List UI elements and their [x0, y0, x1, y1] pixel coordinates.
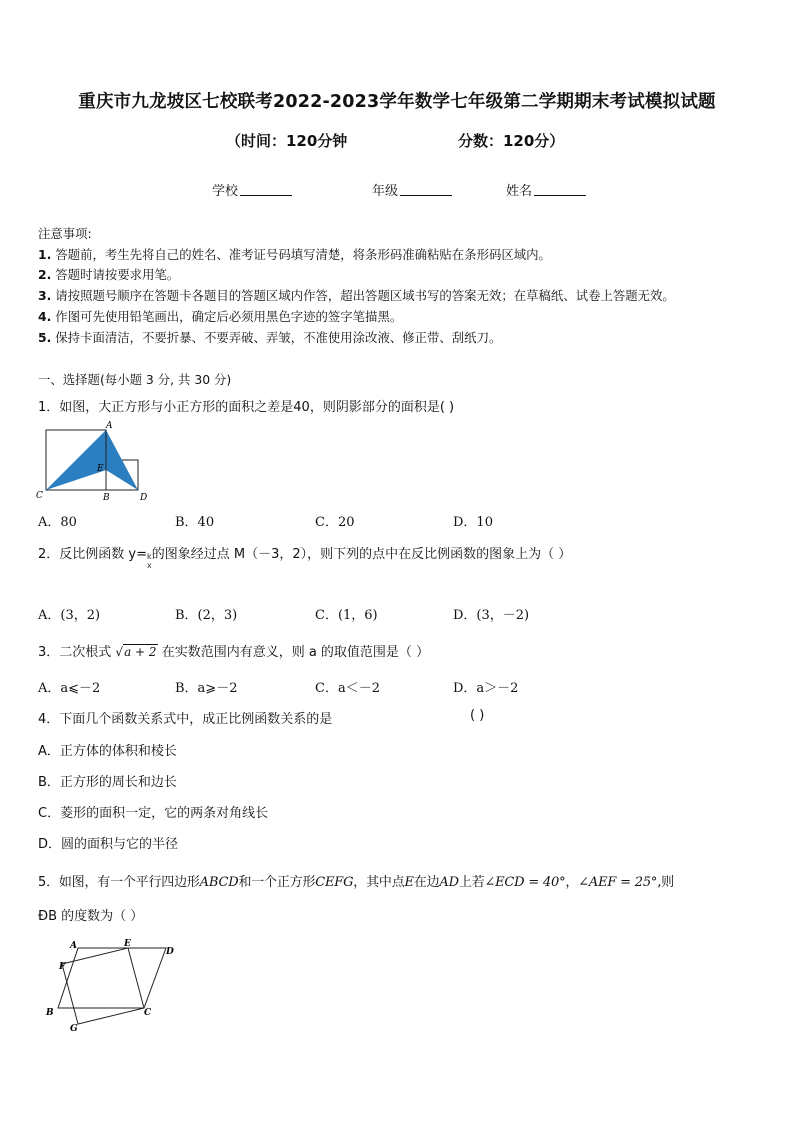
- question-2-stem: 2．反比例函数 y=k x的图象经过点 M（－3，2），则下列的点中在反比例函数的图象上为（ ）: [38, 547, 572, 570]
- question-3-option-b[interactable]: B．a⩾－2: [175, 681, 238, 696]
- name-blank[interactable]: [534, 183, 586, 196]
- note-item: 2. 答题时请按要求用笔。: [38, 267, 180, 282]
- grade-label: 年级: [372, 184, 399, 199]
- question-1-option-d[interactable]: D．10: [453, 515, 493, 530]
- question-5-figure: [40, 936, 180, 1036]
- question-5-stem: 5．如图，有一个平行四边形ABCD和一个正方形CEFG，其中点E在边AD上若∠ECD = 40°，∠AEF = 25°,则: [38, 875, 674, 890]
- label-b: B: [46, 1008, 54, 1018]
- school-blank[interactable]: [240, 183, 292, 196]
- label-b: B: [103, 493, 110, 503]
- question-1-figure: [34, 416, 154, 504]
- label-a: A: [106, 421, 113, 431]
- exam-time: （时间：120分钟: [226, 132, 348, 150]
- label-c: C: [144, 1008, 152, 1018]
- question-1-option-a[interactable]: A．80: [38, 515, 77, 530]
- note-item: 4. 作图可先使用铅笔画出，确定后必须用黑色字迹的签字笔描黑。: [38, 309, 403, 324]
- label-d: D: [166, 947, 174, 957]
- fraction-k-over-x: k x: [147, 552, 152, 570]
- label-e: E: [124, 939, 131, 949]
- note-item: 1. 答题前，考生先将自己的姓名、准考证号码填写清楚，将条形码准确粘贴在条形码区域内。: [38, 247, 551, 262]
- question-1-option-b[interactable]: B．40: [175, 515, 215, 530]
- label-f: F: [59, 962, 66, 972]
- note-item: 3. 请按照题号顺序在答题卡各题目的答题区域内作答，超出答题区域书写的答案无效；在草稿纸、试卷上答题无效。: [38, 288, 675, 303]
- label-a: A: [70, 941, 77, 951]
- name-field: [506, 180, 586, 199]
- question-1-option-c[interactable]: C．20: [315, 515, 355, 530]
- question-3-option-a[interactable]: A．a⩽－2: [38, 681, 101, 696]
- question-3-option-c[interactable]: C．a＜－2: [315, 681, 380, 696]
- question-5-stem-line-2: ÐB 的度数为（ ）: [38, 909, 144, 924]
- page-title: 重庆市九龙坡区七校联考2022-2023学年数学七年级第二学期期末考试模拟试题: [78, 92, 716, 112]
- label-c: C: [36, 491, 43, 501]
- question-4-option-c[interactable]: C．菱形的面积一定，它的两条对角线长: [38, 806, 269, 821]
- square-root: √a + 2: [115, 645, 157, 659]
- question-2-option-c[interactable]: C．(1，6): [315, 608, 378, 623]
- question-4-paren: ( ): [470, 708, 485, 723]
- notes-heading: 注意事项:: [38, 226, 92, 241]
- label-g: G: [70, 1024, 78, 1034]
- note-item: 5. 保持卡面清洁，不要折暴、不要弄破、弄皱，不准使用涂改液、修正带、刮纸刀。: [38, 330, 502, 345]
- question-4-option-b[interactable]: B．正方形的周长和边长: [38, 775, 177, 790]
- name-label: 姓名: [506, 184, 533, 199]
- grade-field: [372, 180, 452, 199]
- grade-blank[interactable]: [400, 183, 452, 196]
- question-2-option-b[interactable]: B．(2，3): [175, 608, 238, 623]
- label-e: E: [97, 464, 104, 474]
- question-1-stem: 1．如图，大正方形与小正方形的面积之差是40，则阴影部分的面积是( ): [38, 400, 455, 415]
- label-d: D: [140, 493, 148, 503]
- question-2-option-a[interactable]: A．(3，2): [38, 608, 101, 623]
- question-3-stem: 3．二次根式 √a + 2 在实数范围内有意义，则 a 的取值范围是（ ）: [38, 645, 430, 660]
- exam-score: 分数：120分）: [458, 132, 565, 150]
- school-field: [212, 180, 292, 199]
- school-label: 学校: [212, 184, 239, 199]
- question-2-option-d[interactable]: D．(3，－2): [453, 608, 530, 623]
- question-4-option-d[interactable]: D．圆的面积与它的半径: [38, 837, 179, 852]
- question-4-stem: 4．下面几个函数关系式中，成正比例函数关系的是: [38, 712, 333, 727]
- question-4-option-a[interactable]: A．正方体的体积和棱长: [38, 744, 177, 759]
- section-heading: 一、选择题(每小题 3 分, 共 30 分): [38, 372, 232, 387]
- question-3-option-d[interactable]: D．a＞－2: [453, 681, 519, 696]
